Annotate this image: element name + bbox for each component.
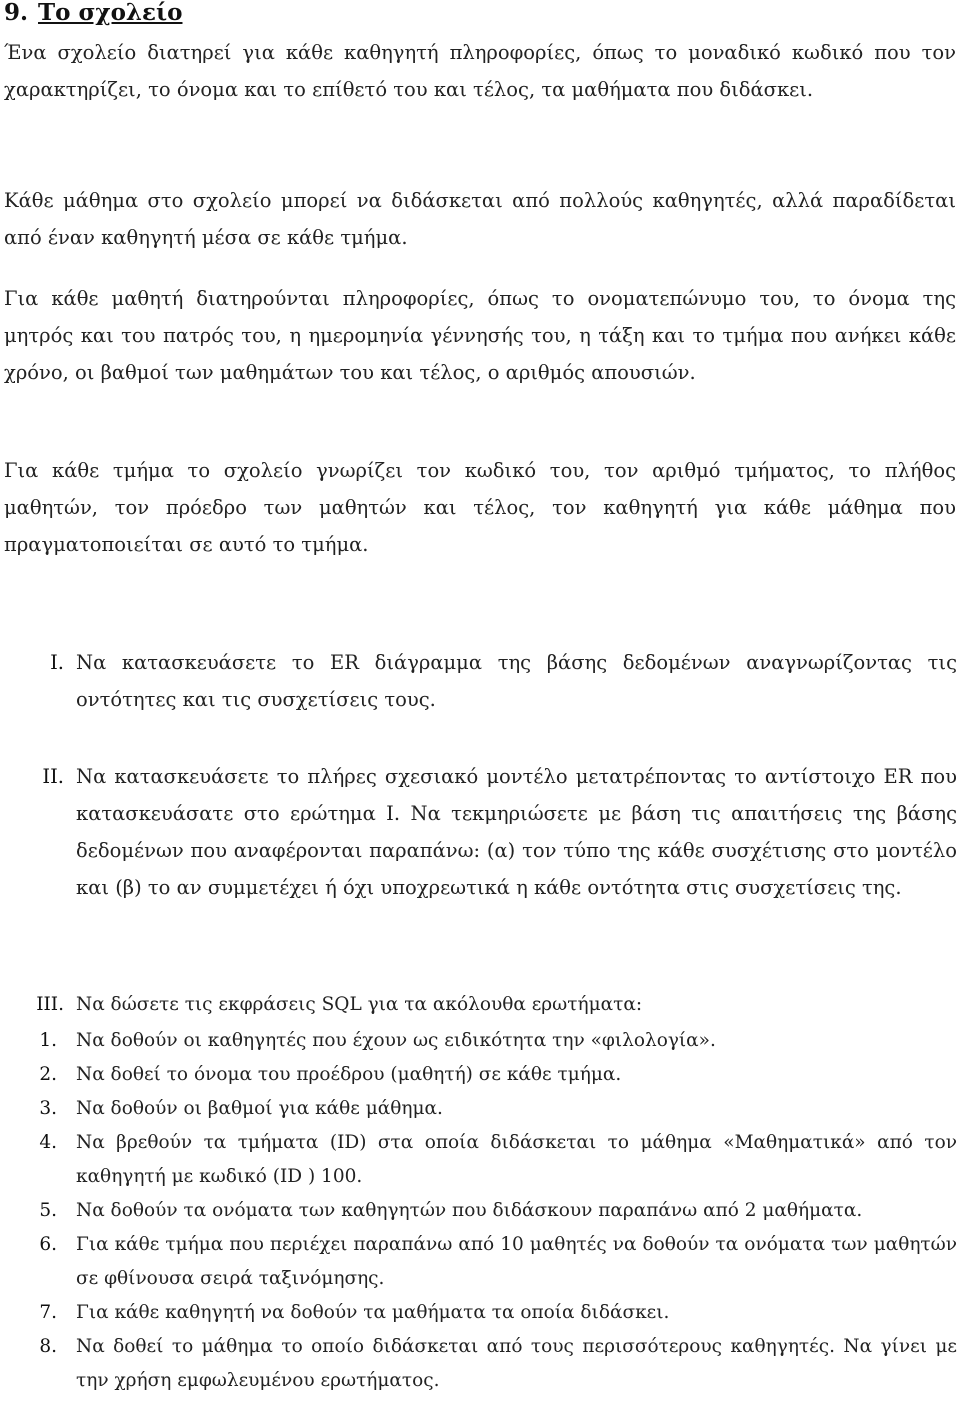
sql-question-number: 1. <box>39 1030 57 1051</box>
sql-question-number: 8. <box>39 1336 57 1357</box>
sql-question <box>0 1296 960 1330</box>
question-label: II. <box>42 765 64 788</box>
sql-question-number: 5. <box>39 1200 57 1221</box>
sql-question-number: 7. <box>39 1302 57 1323</box>
sql-question-text: Να δοθεί το μάθημα το οποίο διδάσκεται από τους περισσότερους καθηγητές. Να γίνει με την χρήση εμφωλευμένου ερωτήματος. <box>76 1336 957 1391</box>
section-title: Το σχολείο <box>38 0 183 26</box>
paragraph-teachers: Ένα σχολείο διατηρεί για κάθε καθηγητή πληροφορίες, όπως το μοναδικό κωδικό που τον χαρακτηρίζει, το όνομα και το επίθετό του και τέλος, τα μαθήματα που διδάσκει. <box>4 41 956 101</box>
question-text: Να κατασκευάσετε το πλήρες σχεσιακό μοντέλο μετατρέποντας το αντίστοιχο ER που κατασκευάσατε στο ερώτημα Ι. Να τεκμηριώσετε με βάση τις απαιτήσεις της βάσης δεδομένων που αναφέρονται παραπάνω: (α) τον τύπο της κάθε συσχέτισης στο μοντέλο και (β) το αν συμμετέχει ή όχι υποχρεωτικά η κάθε οντότητα στις συσχετίσεις της. <box>76 765 957 899</box>
sql-question <box>0 1330 960 1398</box>
sql-question-number: 3. <box>39 1098 57 1119</box>
sql-question-number: 4. <box>39 1132 57 1153</box>
paragraph-classes: Για κάθε τμήμα το σχολείο γνωρίζει τον κωδικό του, τον αριθμό τμήματος, το πλήθος μαθητών, τον πρόεδρο των μαθητών και τέλος, τον καθηγητή για κάθε μάθημα που πραγματοποιείται σε αυτό το τμήμα. <box>4 459 956 556</box>
section-heading <box>4 0 182 30</box>
sql-question <box>0 1228 960 1296</box>
sql-question <box>0 1194 960 1228</box>
sql-question-text: Να δοθούν οι καθηγητές που έχουν ως ειδικότητα την «φιλολογία». <box>76 1030 716 1051</box>
sql-question-text: Να δοθεί το όνομα του προέδρου (μαθητή) σε κάθε τμήμα. <box>76 1064 622 1085</box>
sql-question <box>0 1092 960 1126</box>
sql-question-text: Να δοθούν οι βαθμοί για κάθε μάθημα. <box>76 1098 443 1119</box>
question-label: I. <box>50 651 64 674</box>
sql-question <box>0 1126 960 1194</box>
sql-question <box>0 1058 960 1092</box>
sql-question-text: Για κάθε τμήμα που περιέχει παραπάνω από 10 μαθητές να δοθούν τα ονόματα των μαθητών σε φθίνουσα σειρά ταξινόμησης. <box>76 1234 957 1289</box>
sql-question-number: 2. <box>39 1064 57 1085</box>
sql-question <box>0 1024 960 1058</box>
paragraph-courses: Κάθε μάθημα στο σχολείο μπορεί να διδάσκεται από πολλούς καθηγητές, αλλά παραδίδεται από έναν καθηγητή μέσα σε κάθε τμήμα. <box>4 189 956 249</box>
sql-question-list <box>0 1024 960 1398</box>
question-text: Να κατασκευάσετε το ER διάγραμμα της βάσης δεδομένων αναγνωρίζοντας τις οντότητες και τις συσχετίσεις τους. <box>76 651 957 711</box>
sql-question-text: Για κάθε καθηγητή να δοθούν τα μαθήματα τα οποία διδάσκει. <box>76 1302 670 1323</box>
sql-question-text: Να βρεθούν τα τμήματα (ID) στα οποία διδάσκεται το μάθημα «Μαθηματικά» από τον καθηγητή με κωδικό (ID ) 100. <box>76 1132 957 1187</box>
section-number: 9. <box>4 0 29 26</box>
paragraph-students: Για κάθε μαθητή διατηρούνται πληροφορίες, όπως το ονοματεπώνυμο του, το όνομα της μητρός και του πατρός του, η ημερομηνία γέννησής του, η τάξη και το τμήμα που ανήκει κάθε χρόνο, οι βαθμοί των μαθημάτων του και τέλος, ο αριθμός απουσιών. <box>4 287 956 384</box>
sql-question-text: Να δοθούν τα ονόματα των καθηγητών που διδάσκουν παραπάνω από 2 μαθήματα. <box>76 1200 863 1221</box>
sql-section-text: Να δώσετε τις εκφράσεις SQL για τα ακόλουθα ερωτήματα: <box>76 994 643 1015</box>
sql-section-label: III. <box>36 994 64 1015</box>
sql-question-number: 6. <box>39 1234 57 1255</box>
